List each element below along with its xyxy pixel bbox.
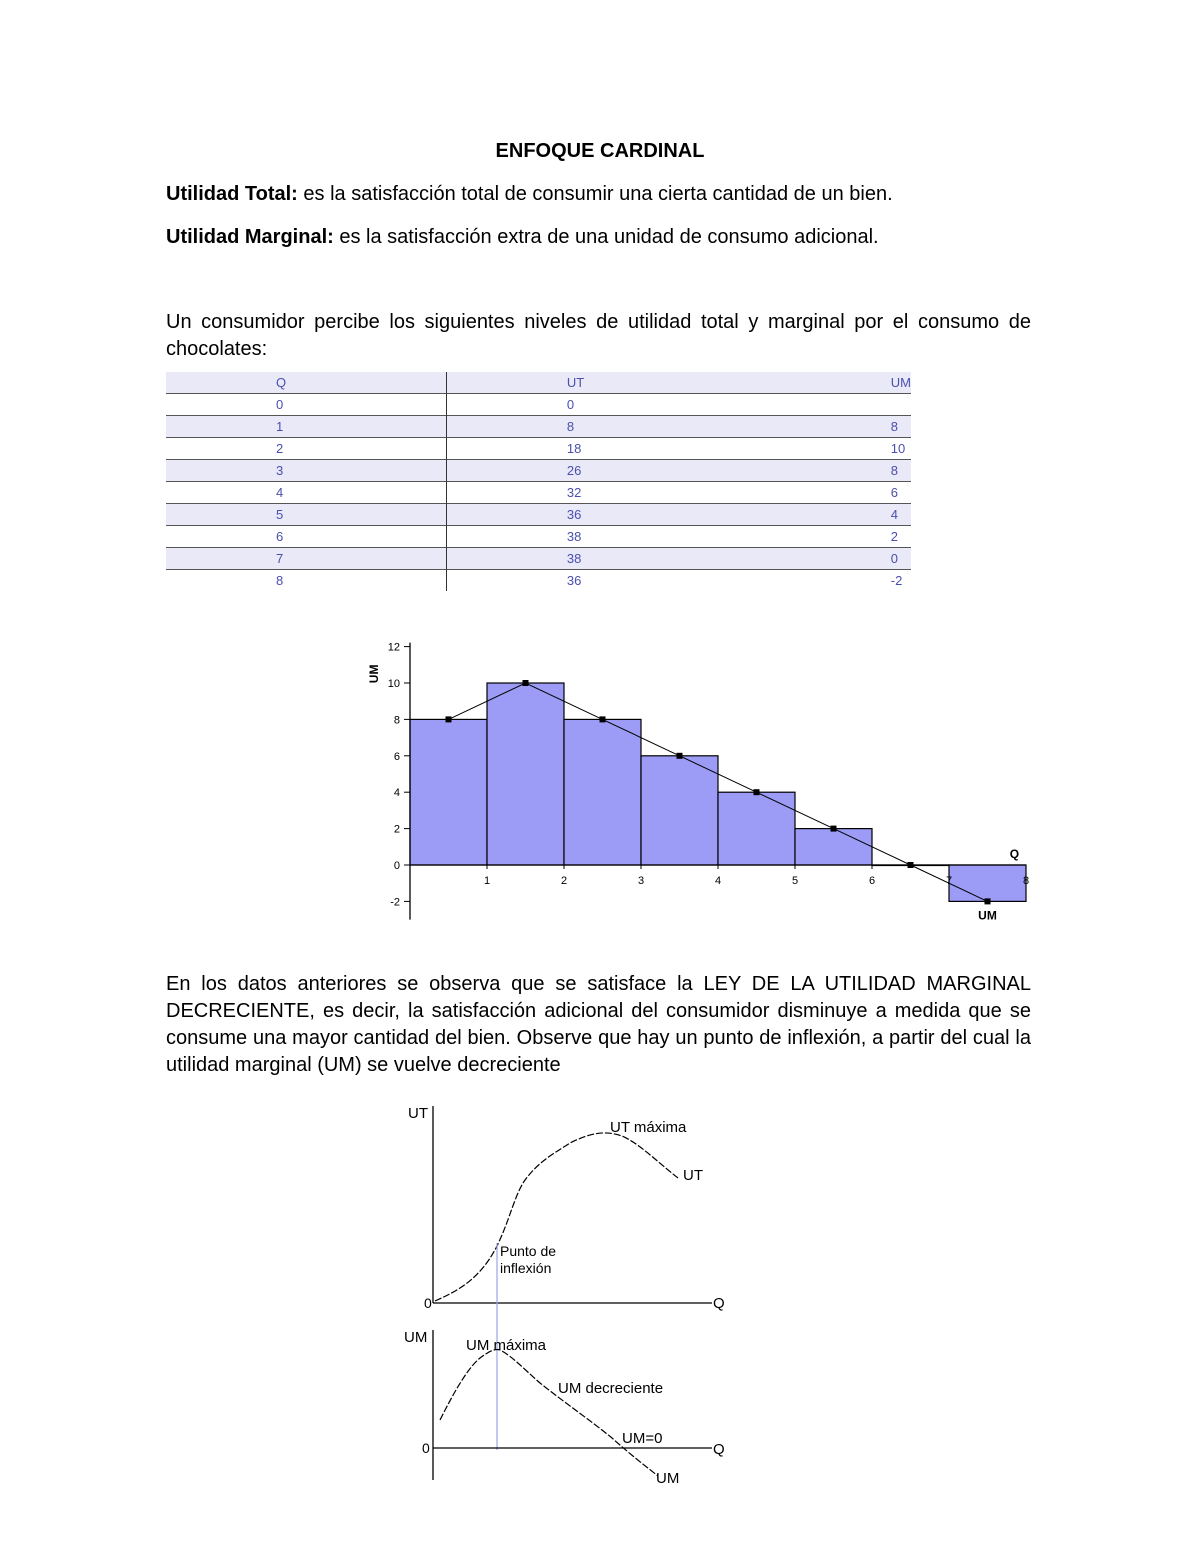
chart-y-axis-label: UM (367, 664, 381, 684)
definition-term: Utilidad Total: (166, 183, 298, 205)
chart-x-tick-label: 6 (868, 875, 876, 887)
chart-bar (641, 756, 718, 865)
table-cell: 38 (446, 526, 782, 548)
table-cell (783, 394, 911, 416)
table-cell: 10 (783, 438, 911, 460)
inflection-label-line1: Punto de (500, 1243, 557, 1259)
table-row (166, 482, 911, 504)
um-curve-label: UM (656, 1470, 680, 1487)
table-cell: 2 (166, 438, 446, 460)
chart-y-tick-label: -2 (390, 896, 400, 909)
utility-concept-diagram (400, 1098, 760, 1498)
table-cell: 32 (446, 482, 782, 504)
chart-x-tick-label: 3 (637, 875, 645, 887)
chart-x-tick-label: 1 (483, 875, 491, 887)
chart-y-tick-label: 8 (393, 714, 400, 727)
chart-x-tick-label: 5 (791, 875, 799, 887)
table-cell: 0 (446, 394, 782, 416)
chart-bar (949, 865, 1026, 901)
table-header-cell: UM (783, 372, 911, 394)
chart-point (600, 716, 606, 722)
conclusion-paragraph: En los datos anteriores se observa que se satisface la LEY DE LA UTILIDAD MARGINAL DECRECIENTE, es decir, la satisfacción adicional del consumidor disminuye a medida que se consume una mayor cantidad del bien. Observe que hay un punto de inflexión, a partir del cual la utilidad marginal (UM) se vuelve decreciente (166, 973, 1031, 1076)
ut-curve-label: UT (683, 1167, 703, 1184)
chart-x-tick-label: 7 (945, 875, 953, 887)
um-decreasing-label: UM decreciente (558, 1380, 664, 1397)
chart-x-tick-label: 4 (714, 875, 722, 887)
chart-bar (487, 683, 564, 865)
table-cell: 5 (166, 504, 446, 526)
table-cell: 0 (783, 548, 911, 570)
um-zero-label: UM=0 (622, 1430, 663, 1447)
chart-bar (718, 792, 795, 865)
um-x-axis-label: Q (713, 1441, 725, 1458)
table-cell: 8 (166, 570, 446, 592)
table-row (166, 526, 911, 548)
ut-origin-label: 0 (424, 1295, 432, 1311)
chart-point (908, 862, 914, 868)
table-row (166, 548, 911, 570)
chart-y-tick-label: 0 (393, 860, 400, 872)
ut-y-axis-label: UT (408, 1105, 428, 1122)
table-cell: 0 (166, 394, 446, 416)
table-row (166, 570, 911, 592)
um-y-axis-label: UM (404, 1329, 428, 1346)
chart-x-tick-label: 8 (1022, 875, 1030, 887)
definition-total-utility (166, 181, 1031, 208)
chart-point (831, 826, 837, 832)
table-row (166, 504, 911, 526)
chart-point (754, 789, 760, 795)
um-max-label: UM máxima (466, 1337, 547, 1354)
table-header-cell: UT (446, 372, 782, 394)
chart-y-tick-label: 10 (387, 678, 400, 690)
table-cell: 36 (446, 570, 782, 592)
definition-text: es la satisfacción extra de una unidad de consumo adicional. (333, 226, 879, 248)
chart-point (446, 716, 452, 722)
chart-x-axis-label: Q (1009, 847, 1020, 861)
intro-paragraph: Un consumidor percibe los siguientes niveles de utilidad total y marginal por el consumo de chocolates: (166, 311, 1031, 360)
table-cell: 38 (446, 548, 782, 570)
chart-y-tick-label: 12 (387, 641, 400, 654)
table-cell: 6 (166, 526, 446, 548)
definition-text: es la satisfacción total de consumir una cierta cantidad de un bien. (297, 183, 893, 205)
ut-max-label: UT máxima (610, 1119, 687, 1136)
table-header-cell: Q (166, 372, 446, 394)
table-cell: 6 (783, 482, 911, 504)
ut-curve (435, 1133, 678, 1301)
chart-x-tick-label: 2 (560, 875, 568, 887)
table-cell: 18 (446, 438, 782, 460)
table-row (166, 438, 911, 460)
utility-table (166, 372, 911, 591)
ut-x-axis-label: Q (713, 1295, 725, 1312)
definition-marginal-utility (166, 224, 1031, 251)
table-cell: 1 (166, 416, 446, 438)
chart-y-tick-label: 6 (393, 750, 400, 763)
table-cell: 8 (783, 416, 911, 438)
chart-bar (564, 719, 641, 865)
chart-bar (795, 829, 872, 865)
um-curve (440, 1349, 658, 1476)
um-origin-label: 0 (422, 1440, 430, 1456)
chart-bar (410, 719, 487, 865)
table-cell: 26 (446, 460, 782, 482)
table-row (166, 394, 911, 416)
table-cell: 8 (446, 416, 782, 438)
table-cell: 4 (166, 482, 446, 504)
table-cell: 8 (783, 460, 911, 482)
chart-point (985, 898, 991, 904)
table-cell: 36 (446, 504, 782, 526)
page-title: ENFOQUE CARDINAL (495, 140, 705, 162)
table-row (166, 460, 911, 482)
table-row (166, 416, 911, 438)
inflection-label-line2: inflexión (500, 1260, 552, 1276)
table-header-row (166, 372, 911, 394)
table-cell: 3 (166, 460, 446, 482)
definition-term: Utilidad Marginal: (166, 226, 334, 248)
chart-series-label: UM (978, 908, 997, 923)
chart-point (523, 680, 529, 686)
table-cell: 7 (166, 548, 446, 570)
marginal-utility-chart (350, 630, 1050, 930)
chart-y-tick-label: 4 (393, 787, 400, 800)
chart-point (677, 753, 683, 759)
table-cell: 4 (783, 504, 911, 526)
table-cell: 2 (783, 526, 911, 548)
chart-y-tick-label: 2 (393, 823, 400, 836)
table-cell: -2 (783, 570, 911, 592)
